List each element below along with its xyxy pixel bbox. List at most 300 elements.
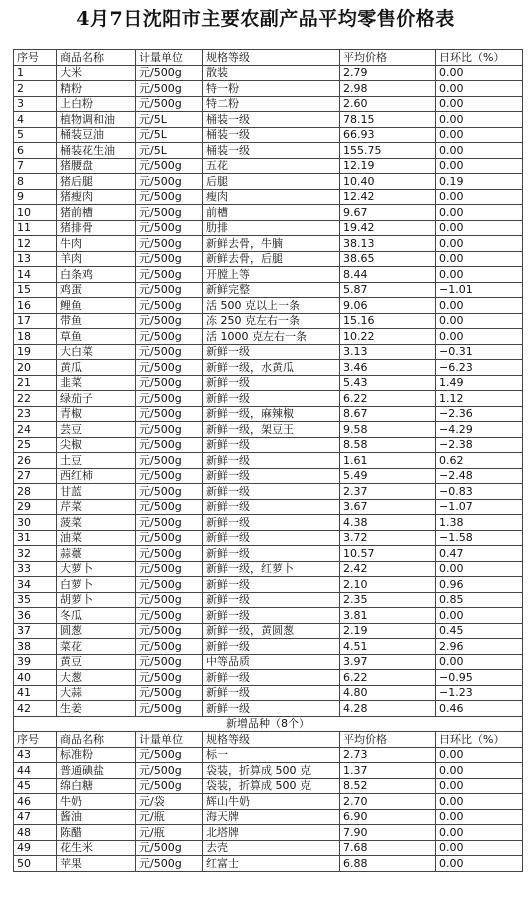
cell-price: 2.10 xyxy=(340,577,436,593)
cell-index: 14 xyxy=(14,267,57,283)
cell-price: 15.16 xyxy=(340,313,436,329)
cell-change: 0.00 xyxy=(436,747,523,763)
cell-unit: 元/500g xyxy=(136,298,203,314)
cell-change: 0.19 xyxy=(436,174,523,190)
cell-change: 0.00 xyxy=(436,267,523,283)
cell-spec: 新鲜一级 xyxy=(203,685,340,701)
cell-index: 30 xyxy=(14,515,57,531)
cell-unit: 元/500g xyxy=(136,499,203,515)
cell-name: 黄豆 xyxy=(57,654,136,670)
cell-price: 12.42 xyxy=(340,189,436,205)
cell-spec: 海天牌 xyxy=(203,809,340,825)
cell-change: 0.85 xyxy=(436,592,523,608)
cell-price: 8.67 xyxy=(340,406,436,422)
cell-index: 27 xyxy=(14,468,57,484)
cell-unit: 元/500g xyxy=(136,623,203,639)
table-row xyxy=(14,778,523,794)
cell-name: 苹果 xyxy=(57,856,136,872)
cell-change: −2.48 xyxy=(436,468,523,484)
cell-name: 酱油 xyxy=(57,809,136,825)
cell-spec: 北塔牌 xyxy=(203,825,340,841)
cell-index: 16 xyxy=(14,298,57,314)
cell-change: 0.00 xyxy=(436,654,523,670)
cell-index: 10 xyxy=(14,205,57,221)
cell-price: 6.88 xyxy=(340,856,436,872)
cell-change: 1.38 xyxy=(436,515,523,531)
page-title: 4月7日沈阳市主要农副产品平均零售价格表 xyxy=(76,8,455,30)
cell-name: 猪瘦肉 xyxy=(57,189,136,205)
cell-spec: 散装 xyxy=(203,65,340,81)
cell-unit: 元/500g xyxy=(136,670,203,686)
cell-price: 5.87 xyxy=(340,282,436,298)
cell-change: −2.38 xyxy=(436,437,523,453)
header-cell-name: 商品名称 xyxy=(57,50,136,66)
cell-price: 1.61 xyxy=(340,453,436,469)
cell-unit: 元/500g xyxy=(136,468,203,484)
cell-spec: 桶装一级 xyxy=(203,127,340,143)
cell-price: 2.19 xyxy=(340,623,436,639)
cell-spec: 新鲜一级 xyxy=(203,670,340,686)
cell-change: 0.46 xyxy=(436,701,523,717)
cell-change: −1.01 xyxy=(436,282,523,298)
cell-price: 6.22 xyxy=(340,670,436,686)
cell-name: 花生米 xyxy=(57,840,136,856)
cell-unit: 元/500g xyxy=(136,577,203,593)
header-cell-spec: 规格等级 xyxy=(203,732,340,748)
cell-index: 42 xyxy=(14,701,57,717)
cell-spec: 新鲜去骨，后腿 xyxy=(203,251,340,267)
cell-unit: 元/500g xyxy=(136,251,203,267)
cell-name: 土豆 xyxy=(57,453,136,469)
cell-index: 44 xyxy=(14,763,57,779)
cell-unit: 元/500g xyxy=(136,189,203,205)
cell-name: 圆葱 xyxy=(57,623,136,639)
cell-unit: 元/500g xyxy=(136,592,203,608)
cell-unit: 元/500g xyxy=(136,236,203,252)
cell-spec: 新鲜一级，麻辣椒 xyxy=(203,406,340,422)
table-row xyxy=(14,530,523,546)
cell-name: 芸豆 xyxy=(57,422,136,438)
cell-unit: 元/500g xyxy=(136,515,203,531)
cell-spec: 新鲜一级 xyxy=(203,453,340,469)
cell-change: 0.96 xyxy=(436,577,523,593)
cell-price: 6.90 xyxy=(340,809,436,825)
table-row xyxy=(14,375,523,391)
cell-spec: 肋排 xyxy=(203,220,340,236)
cell-change: −4.29 xyxy=(436,422,523,438)
header-cell-name: 商品名称 xyxy=(57,732,136,748)
cell-change: 0.00 xyxy=(436,143,523,159)
cell-change: 0.00 xyxy=(436,189,523,205)
cell-change: 0.00 xyxy=(436,329,523,345)
table-row xyxy=(14,453,523,469)
cell-index: 25 xyxy=(14,437,57,453)
cell-name: 大米 xyxy=(57,65,136,81)
cell-price: 4.38 xyxy=(340,515,436,531)
cell-unit: 元/500g xyxy=(136,546,203,562)
cell-index: 17 xyxy=(14,313,57,329)
table-row xyxy=(14,236,523,252)
table-row xyxy=(14,174,523,190)
cell-change: 0.00 xyxy=(436,158,523,174)
header-row xyxy=(14,732,523,748)
cell-unit: 元/500g xyxy=(136,747,203,763)
cell-spec: 五花 xyxy=(203,158,340,174)
cell-index: 34 xyxy=(14,577,57,593)
cell-index: 20 xyxy=(14,360,57,376)
cell-unit: 元/500g xyxy=(136,360,203,376)
cell-spec: 前槽 xyxy=(203,205,340,221)
cell-index: 40 xyxy=(14,670,57,686)
cell-price: 2.98 xyxy=(340,81,436,97)
cell-name: 菠菜 xyxy=(57,515,136,531)
cell-name: 绵白糖 xyxy=(57,778,136,794)
table-row xyxy=(14,809,523,825)
cell-price: 3.97 xyxy=(340,654,436,670)
cell-index: 11 xyxy=(14,220,57,236)
cell-spec: 特一粉 xyxy=(203,81,340,97)
cell-change: 0.00 xyxy=(436,825,523,841)
cell-change: −6.23 xyxy=(436,360,523,376)
cell-name: 胡萝卜 xyxy=(57,592,136,608)
cell-price: 3.67 xyxy=(340,499,436,515)
cell-index: 26 xyxy=(14,453,57,469)
cell-price: 4.51 xyxy=(340,639,436,655)
cell-price: 3.46 xyxy=(340,360,436,376)
cell-name: 生姜 xyxy=(57,701,136,717)
cell-index: 8 xyxy=(14,174,57,190)
cell-spec: 新鲜一级，黄圆葱 xyxy=(203,623,340,639)
cell-price: 5.49 xyxy=(340,468,436,484)
cell-change: 0.00 xyxy=(436,561,523,577)
cell-name: 普通碘盐 xyxy=(57,763,136,779)
cell-index: 21 xyxy=(14,375,57,391)
cell-index: 2 xyxy=(14,81,57,97)
cell-unit: 元/袋 xyxy=(136,794,203,810)
cell-price: 2.42 xyxy=(340,561,436,577)
table-row xyxy=(14,360,523,376)
cell-price: 4.28 xyxy=(340,701,436,717)
cell-index: 35 xyxy=(14,592,57,608)
cell-change: 0.00 xyxy=(436,205,523,221)
cell-index: 31 xyxy=(14,530,57,546)
cell-index: 39 xyxy=(14,654,57,670)
header-cell-spec: 规格等级 xyxy=(203,50,340,66)
header-cell-unit: 计量单位 xyxy=(136,50,203,66)
header-row xyxy=(14,50,523,66)
cell-name: 大葱 xyxy=(57,670,136,686)
cell-spec: 辉山牛奶 xyxy=(203,794,340,810)
table-row xyxy=(14,205,523,221)
cell-unit: 元/500g xyxy=(136,437,203,453)
table-row xyxy=(14,763,523,779)
header-cell-price: 平均价格 xyxy=(340,50,436,66)
cell-spec: 新鲜一级 xyxy=(203,639,340,655)
cell-spec: 后腿 xyxy=(203,174,340,190)
cell-change: −2.36 xyxy=(436,406,523,422)
cell-index: 33 xyxy=(14,561,57,577)
cell-price: 19.42 xyxy=(340,220,436,236)
cell-name: 带鱼 xyxy=(57,313,136,329)
cell-name: 冬瓜 xyxy=(57,608,136,624)
cell-price: 3.13 xyxy=(340,344,436,360)
cell-spec: 新鲜一级 xyxy=(203,437,340,453)
cell-index: 3 xyxy=(14,96,57,112)
table-row xyxy=(14,608,523,624)
cell-unit: 元/500g xyxy=(136,96,203,112)
cell-unit: 元/500g xyxy=(136,654,203,670)
cell-price: 5.43 xyxy=(340,375,436,391)
cell-unit: 元/500g xyxy=(136,81,203,97)
cell-price: 6.22 xyxy=(340,391,436,407)
table-row xyxy=(14,515,523,531)
table-row xyxy=(14,81,523,97)
cell-name: 大白菜 xyxy=(57,344,136,360)
cell-change: 0.45 xyxy=(436,623,523,639)
cell-spec: 瘦肉 xyxy=(203,189,340,205)
cell-spec: 新鲜一级 xyxy=(203,577,340,593)
cell-price: 3.72 xyxy=(340,530,436,546)
table-row xyxy=(14,437,523,453)
table-row xyxy=(14,112,523,128)
table-row xyxy=(14,639,523,655)
cell-unit: 元/500g xyxy=(136,344,203,360)
cell-price: 10.40 xyxy=(340,174,436,190)
cell-price: 7.90 xyxy=(340,825,436,841)
cell-index: 1 xyxy=(14,65,57,81)
cell-unit: 元/500g xyxy=(136,840,203,856)
cell-change: 0.00 xyxy=(436,809,523,825)
cell-price: 4.80 xyxy=(340,685,436,701)
header-cell-change: 日环比（%） xyxy=(436,50,523,66)
cell-spec: 新鲜一级 xyxy=(203,608,340,624)
cell-change: 0.62 xyxy=(436,453,523,469)
cell-change: 1.49 xyxy=(436,375,523,391)
header-cell-unit: 计量单位 xyxy=(136,732,203,748)
table-row xyxy=(14,825,523,841)
table-row xyxy=(14,499,523,515)
cell-change: −1.58 xyxy=(436,530,523,546)
cell-spec: 活 1000 克左右一条 xyxy=(203,329,340,345)
table-row xyxy=(14,127,523,143)
cell-unit: 元/500g xyxy=(136,685,203,701)
cell-name: 草鱼 xyxy=(57,329,136,345)
cell-name: 牛肉 xyxy=(57,236,136,252)
cell-spec: 新鲜一级 xyxy=(203,468,340,484)
cell-spec: 新鲜去骨，牛腩 xyxy=(203,236,340,252)
table-row xyxy=(14,577,523,593)
cell-change: −1.23 xyxy=(436,685,523,701)
cell-unit: 元/500g xyxy=(136,267,203,283)
cell-spec: 新鲜一级，架豆王 xyxy=(203,422,340,438)
header-cell-change: 日环比（%） xyxy=(436,732,523,748)
cell-price: 2.73 xyxy=(340,747,436,763)
cell-change: 0.00 xyxy=(436,236,523,252)
cell-name: 青椒 xyxy=(57,406,136,422)
cell-name: 标准粉 xyxy=(57,747,136,763)
cell-index: 18 xyxy=(14,329,57,345)
table-row xyxy=(14,65,523,81)
cell-price: 38.65 xyxy=(340,251,436,267)
cell-spec: 新鲜一级 xyxy=(203,701,340,717)
cell-spec: 活 500 克以上一条 xyxy=(203,298,340,314)
cell-index: 36 xyxy=(14,608,57,624)
table-row xyxy=(14,313,523,329)
table-row xyxy=(14,267,523,283)
cell-change: −0.83 xyxy=(436,484,523,500)
cell-change: 0.00 xyxy=(436,81,523,97)
cell-price: 2.60 xyxy=(340,96,436,112)
table-row xyxy=(14,685,523,701)
cell-spec: 标一 xyxy=(203,747,340,763)
table-row xyxy=(14,701,523,717)
cell-index: 48 xyxy=(14,825,57,841)
cell-unit: 元/5L xyxy=(136,127,203,143)
cell-spec: 新鲜一级 xyxy=(203,546,340,562)
cell-unit: 元/500g xyxy=(136,375,203,391)
cell-name: 西红柿 xyxy=(57,468,136,484)
cell-spec: 新鲜一级，红萝卜 xyxy=(203,561,340,577)
cell-change: 0.00 xyxy=(436,840,523,856)
table-row xyxy=(14,158,523,174)
cell-name: 白萝卜 xyxy=(57,577,136,593)
cell-unit: 元/500g xyxy=(136,561,203,577)
cell-unit: 元/500g xyxy=(136,220,203,236)
cell-spec: 新鲜一级 xyxy=(203,515,340,531)
cell-index: 37 xyxy=(14,623,57,639)
table-row xyxy=(14,329,523,345)
cell-index: 13 xyxy=(14,251,57,267)
cell-name: 桶装豆油 xyxy=(57,127,136,143)
cell-change: 0.00 xyxy=(436,220,523,236)
cell-price: 8.44 xyxy=(340,267,436,283)
table-row xyxy=(14,220,523,236)
cell-index: 22 xyxy=(14,391,57,407)
cell-unit: 元/瓶 xyxy=(136,825,203,841)
cell-name: 尖椒 xyxy=(57,437,136,453)
cell-spec: 袋装，折算成 500 克 xyxy=(203,778,340,794)
cell-price: 9.58 xyxy=(340,422,436,438)
cell-change: 0.00 xyxy=(436,127,523,143)
cell-price: 7.68 xyxy=(340,840,436,856)
cell-name: 菜花 xyxy=(57,639,136,655)
header-cell-price: 平均价格 xyxy=(340,732,436,748)
cell-spec: 特二粉 xyxy=(203,96,340,112)
cell-index: 50 xyxy=(14,856,57,872)
cell-name: 猪排骨 xyxy=(57,220,136,236)
cell-unit: 元/500g xyxy=(136,701,203,717)
cell-price: 38.13 xyxy=(340,236,436,252)
table-row xyxy=(14,406,523,422)
cell-spec: 新鲜一级 xyxy=(203,375,340,391)
cell-unit: 元/500g xyxy=(136,406,203,422)
cell-change: 0.00 xyxy=(436,313,523,329)
table-row xyxy=(14,468,523,484)
cell-index: 38 xyxy=(14,639,57,655)
cell-name: 绿茄子 xyxy=(57,391,136,407)
cell-index: 43 xyxy=(14,747,57,763)
cell-name: 韭菜 xyxy=(57,375,136,391)
cell-index: 32 xyxy=(14,546,57,562)
cell-name: 芹菜 xyxy=(57,499,136,515)
cell-name: 羊肉 xyxy=(57,251,136,267)
cell-name: 桶装花生油 xyxy=(57,143,136,159)
cell-index: 41 xyxy=(14,685,57,701)
cell-unit: 元/500g xyxy=(136,205,203,221)
cell-change: 0.00 xyxy=(436,251,523,267)
cell-price: 10.22 xyxy=(340,329,436,345)
cell-price: 9.67 xyxy=(340,205,436,221)
cell-unit: 元/500g xyxy=(136,453,203,469)
cell-price: 1.37 xyxy=(340,763,436,779)
cell-unit: 元/500g xyxy=(136,763,203,779)
cell-price: 2.37 xyxy=(340,484,436,500)
cell-spec: 新鲜一级 xyxy=(203,592,340,608)
cell-spec: 冻 250 克左右一条 xyxy=(203,313,340,329)
table-row xyxy=(14,96,523,112)
cell-spec: 新鲜完整 xyxy=(203,282,340,298)
cell-index: 12 xyxy=(14,236,57,252)
cell-index: 49 xyxy=(14,840,57,856)
section-subtitle: 新增品种（8个） xyxy=(14,716,523,732)
table-row xyxy=(14,344,523,360)
cell-name: 猪前槽 xyxy=(57,205,136,221)
table-row xyxy=(14,298,523,314)
cell-index: 4 xyxy=(14,112,57,128)
table-row xyxy=(14,484,523,500)
cell-name: 鸡蛋 xyxy=(57,282,136,298)
cell-change: 0.00 xyxy=(436,794,523,810)
cell-index: 7 xyxy=(14,158,57,174)
cell-change: 0.00 xyxy=(436,763,523,779)
cell-price: 2.35 xyxy=(340,592,436,608)
cell-index: 6 xyxy=(14,143,57,159)
cell-spec: 新鲜一级 xyxy=(203,530,340,546)
cell-name: 大萝卜 xyxy=(57,561,136,577)
cell-index: 29 xyxy=(14,499,57,515)
cell-name: 鲤鱼 xyxy=(57,298,136,314)
cell-change: 0.00 xyxy=(436,856,523,872)
cell-index: 45 xyxy=(14,778,57,794)
table-row xyxy=(14,747,523,763)
table-row xyxy=(14,592,523,608)
cell-name: 植物调和油 xyxy=(57,112,136,128)
cell-unit: 元/500g xyxy=(136,329,203,345)
cell-price: 12.19 xyxy=(340,158,436,174)
cell-spec: 新鲜一级 xyxy=(203,484,340,500)
table-row xyxy=(14,794,523,810)
cell-spec: 中等品质 xyxy=(203,654,340,670)
cell-index: 9 xyxy=(14,189,57,205)
cell-price: 2.79 xyxy=(340,65,436,81)
section-row xyxy=(14,716,523,732)
cell-unit: 元/5L xyxy=(136,112,203,128)
cell-price: 10.57 xyxy=(340,546,436,562)
table-row xyxy=(14,623,523,639)
cell-unit: 元/500g xyxy=(136,282,203,298)
header-cell-index: 序号 xyxy=(14,50,57,66)
cell-spec: 红富士 xyxy=(203,856,340,872)
table-row xyxy=(14,422,523,438)
cell-name: 大蒜 xyxy=(57,685,136,701)
cell-name: 黄瓜 xyxy=(57,360,136,376)
header-cell-index: 序号 xyxy=(14,732,57,748)
cell-change: −0.95 xyxy=(436,670,523,686)
cell-unit: 元/500g xyxy=(136,484,203,500)
cell-unit: 元/500g xyxy=(136,174,203,190)
cell-change: 1.12 xyxy=(436,391,523,407)
cell-index: 24 xyxy=(14,422,57,438)
